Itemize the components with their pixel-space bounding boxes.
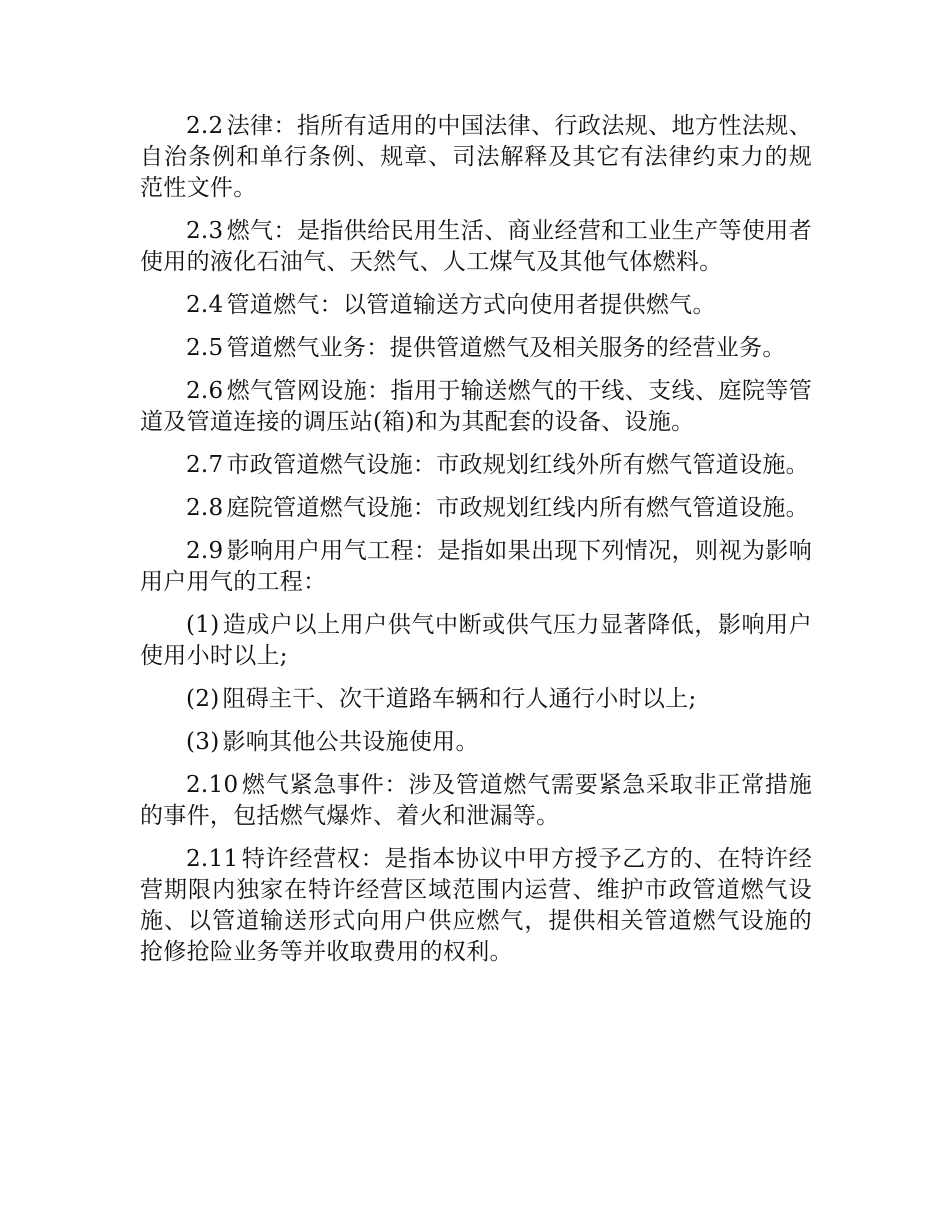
list-item-text: 阻碍主干、次干道路车辆和行人通行小时以上;: [222, 686, 697, 712]
paragraph-number: 2.6: [186, 378, 224, 404]
paragraph-2-4: [140, 290, 812, 321]
paragraph-number: 2.10: [186, 772, 239, 798]
paragraph-number: 2.4: [186, 292, 224, 318]
paragraph-text: 庭院管道燃气设施：市政规划红线内所有燃气管道设施。: [226, 495, 809, 521]
paragraph-text: 市政管道燃气设施：市政规划红线外所有燃气管道设施。: [226, 452, 809, 478]
list-item-2: [140, 684, 812, 715]
list-item-1: [140, 610, 812, 672]
paragraph-text: 燃气：是指供给民用生活、商业经营和工业生产等使用者使用的液化石油气、天然气、人工煤气及其他气体燃料。: [140, 218, 812, 275]
paragraph-text: 燃气紧急事件：涉及管道燃气需要紧急采取非正常措施的事件，包括燃气爆炸、着火和泄漏等。: [140, 772, 812, 829]
paragraph-2-11: [140, 844, 812, 968]
paragraph-2-10: [140, 770, 812, 832]
paragraph-2-2: [140, 111, 812, 204]
paragraph-text: 管道燃气：以管道输送方式向使用者提供燃气。: [226, 292, 716, 318]
paragraph-2-6: [140, 376, 812, 438]
paragraph-text: 特许经营权：是指本协议中甲方授予乙方的、在特许经营期限内独家在特许经营区域范围内运营、维护市政管道燃气设施、以管道输送形式向用户供应燃气，提供相关管道燃气设施的抢修抢险业务等并收取费用的权利。: [140, 846, 812, 965]
list-item-text: 造成户以上用户供气中断或供气压力显著降低，影响用户使用小时以上;: [140, 612, 812, 669]
list-item-3: [140, 727, 812, 758]
paragraph-text: 法律：指所有适用的中国法律、行政法规、地方性法规、自治条例和单行条例、规章、司法解释及其它有法律约束力的规范性文件。: [140, 113, 812, 201]
document-page: [140, 111, 812, 980]
paragraph-number: 2.7: [186, 452, 224, 478]
paragraph-number: 2.11: [186, 846, 239, 872]
paragraph-2-8: [140, 493, 812, 524]
list-item-number: (2): [186, 686, 220, 712]
paragraph-2-5: [140, 333, 812, 364]
list-item-number: (3): [186, 729, 220, 755]
paragraph-number: 2.2: [186, 113, 224, 139]
paragraph-number: 2.3: [186, 218, 224, 244]
paragraph-2-3: [140, 216, 812, 278]
paragraph-2-9: [140, 536, 812, 598]
paragraph-text: 管道燃气业务：提供管道燃气及相关服务的经营业务。: [226, 335, 786, 361]
paragraph-text: 燃气管网设施：指用于输送燃气的干线、支线、庭院等管道及管道连接的调压站(箱)和为其配套的设备、设施。: [140, 378, 812, 435]
list-item-text: 影响其他公共设施使用。: [222, 729, 479, 755]
paragraph-2-7: [140, 450, 812, 481]
paragraph-text: 影响用户用气工程：是指如果出现下列情况，则视为影响用户用气的工程：: [140, 538, 812, 595]
paragraph-number: 2.9: [186, 538, 224, 564]
paragraph-number: 2.5: [186, 335, 224, 361]
paragraph-number: 2.8: [186, 495, 224, 521]
list-item-number: (1): [186, 612, 220, 638]
